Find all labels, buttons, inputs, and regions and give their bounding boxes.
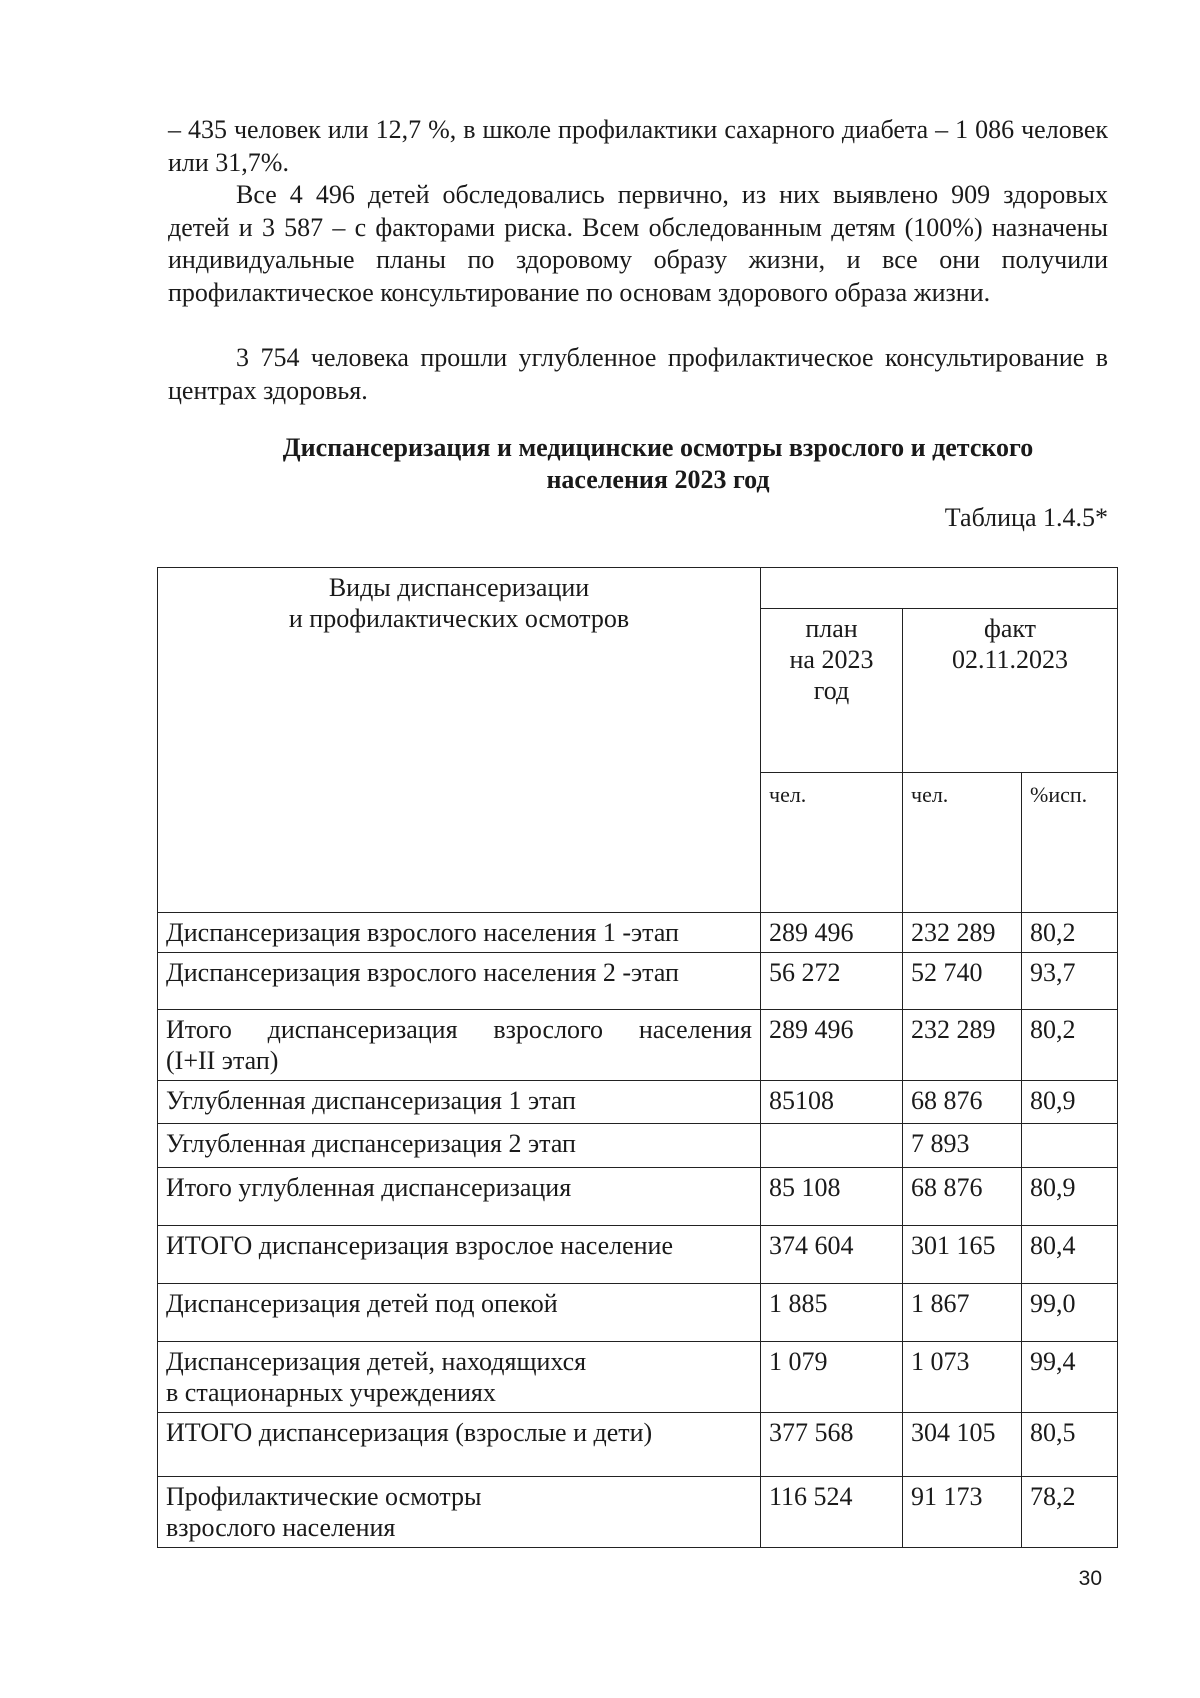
row-name: ИТОГО диспансеризация (взрослые и дети)	[158, 1413, 761, 1477]
header-fact	[903, 609, 1118, 773]
row-name: Углубленная диспансеризация 2 этап	[158, 1124, 761, 1168]
header-top-empty	[761, 568, 1118, 609]
dispensary-table	[157, 567, 1118, 1548]
row-pct: 80,9	[1022, 1081, 1118, 1124]
row-name: Углубленная диспансеризация 1 этап	[158, 1081, 761, 1124]
row-plan: 1 885	[761, 1284, 903, 1342]
unit-plan: чел.	[761, 773, 903, 913]
row-plan	[761, 1124, 903, 1168]
row-plan: 374 604	[761, 1226, 903, 1284]
table-title-line-1: Диспансеризация и медицинские осмотры взрослого и детского	[282, 433, 1034, 462]
row-fact: 232 289	[903, 913, 1022, 953]
row-fact: 232 289	[903, 1010, 1022, 1081]
row-fact: 68 876	[903, 1168, 1022, 1226]
row-name-line-1: Итого диспансеризация взрослого населения	[166, 1015, 752, 1044]
row-name-line-2: взрослого населения	[166, 1513, 396, 1542]
table-row	[158, 1226, 1118, 1284]
table-row	[158, 1284, 1118, 1342]
table-row	[158, 1124, 1118, 1168]
table-row	[158, 953, 1118, 1010]
table-title	[168, 432, 1108, 496]
row-plan: 1 079	[761, 1342, 903, 1413]
paragraph-3: 3 754 человека прошли углубленное профилактическое консультирование в центрах здоровья.	[168, 343, 1108, 405]
row-pct	[1022, 1124, 1118, 1168]
row-name	[158, 1342, 761, 1413]
row-plan: 85108	[761, 1081, 903, 1124]
row-name-line-2: (I+II этап)	[166, 1046, 279, 1075]
row-pct: 80,2	[1022, 913, 1118, 953]
unit-pct: %исп.	[1022, 773, 1118, 913]
row-pct: 80,5	[1022, 1413, 1118, 1477]
paragraph-2: Все 4 496 детей обследовались первично, из них выявлено 909 здоровых детей и 3 587 – с факторами риска. Всем обследованным детям (100%) назначены индивидуальные планы по здоровому образу жизни, и все они получили профилактическое консультирование по основам здорового образа жизни.	[168, 180, 1108, 307]
table-row	[158, 913, 1118, 953]
table-row	[158, 1477, 1118, 1548]
row-plan: 85 108	[761, 1168, 903, 1226]
row-plan: 289 496	[761, 1010, 903, 1081]
row-fact: 52 740	[903, 953, 1022, 1010]
header-plan-line-3: год	[813, 676, 850, 705]
row-fact: 68 876	[903, 1081, 1022, 1124]
row-name-line-1: Профилактические осмотры	[166, 1482, 482, 1511]
header-plan	[761, 609, 903, 773]
row-pct: 99,4	[1022, 1342, 1118, 1413]
row-plan: 56 272	[761, 953, 903, 1010]
row-fact: 1 867	[903, 1284, 1022, 1342]
row-pct: 80,2	[1022, 1010, 1118, 1081]
unit-fact: чел.	[903, 773, 1022, 913]
row-fact: 304 105	[903, 1413, 1022, 1477]
table-row	[158, 1342, 1118, 1413]
table-row	[158, 1168, 1118, 1226]
row-fact: 1 073	[903, 1342, 1022, 1413]
row-pct: 78,2	[1022, 1477, 1118, 1548]
table-row	[158, 1010, 1118, 1081]
row-name: Диспансеризация взрослого населения 1 -этап	[158, 913, 761, 953]
row-name: Диспансеризация детей под опекой	[158, 1284, 761, 1342]
row-fact: 91 173	[903, 1477, 1022, 1548]
row-name	[158, 1010, 761, 1081]
row-pct: 80,4	[1022, 1226, 1118, 1284]
row-fact: 301 165	[903, 1226, 1022, 1284]
row-name-line-2: в стационарных учреждениях	[166, 1378, 496, 1407]
row-name: Итого углубленная диспансеризация	[158, 1168, 761, 1226]
table-title-line-2: населения 2023 год	[546, 465, 770, 494]
table-label: Таблица 1.4.5*	[944, 503, 1108, 532]
row-plan: 116 524	[761, 1477, 903, 1548]
header-row-top	[158, 568, 1118, 609]
header-plan-line-1: план	[805, 614, 858, 643]
row-plan: 289 496	[761, 913, 903, 953]
header-types-line-2: и профилактических осмотров	[288, 604, 630, 633]
header-plan-line-2: на 2023	[789, 645, 874, 674]
table-row	[158, 1081, 1118, 1124]
header-types	[158, 568, 761, 913]
header-types-line-1: Виды диспансеризации	[328, 573, 590, 602]
table-row	[158, 1413, 1118, 1477]
row-name: ИТОГО диспансеризация взрослое население	[158, 1226, 761, 1284]
row-pct: 93,7	[1022, 953, 1118, 1010]
row-name-line-1: Диспансеризация детей, находящихся	[166, 1347, 587, 1376]
row-plan: 377 568	[761, 1413, 903, 1477]
row-name: Диспансеризация взрослого населения 2 -этап	[158, 953, 761, 1010]
row-pct: 99,0	[1022, 1284, 1118, 1342]
row-pct: 80,9	[1022, 1168, 1118, 1226]
paragraph-1: – 435 человек или 12,7 %, в школе профилактики сахарного диабета – 1 086 человек или 31,7%.	[168, 115, 1108, 177]
header-fact-line-1: факт	[983, 614, 1037, 643]
header-fact-line-2: 02.11.2023	[951, 645, 1069, 674]
page-number: 30	[1078, 1567, 1102, 1590]
row-fact: 7 893	[903, 1124, 1022, 1168]
row-name	[158, 1477, 761, 1548]
